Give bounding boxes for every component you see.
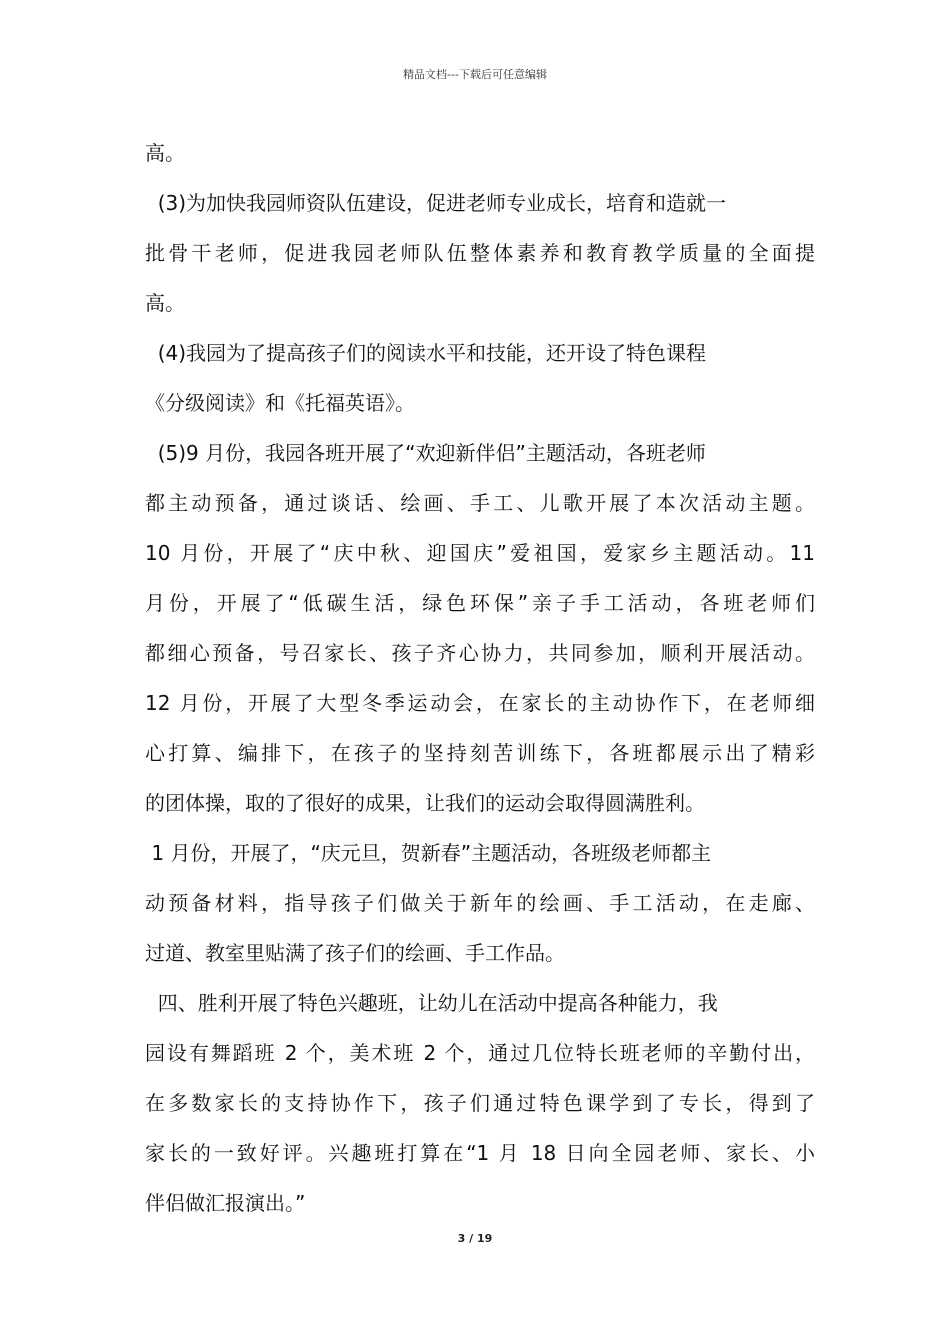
document-body — [145, 128, 815, 1228]
text-line: 月份，开展了“低碳生活，绿色环保”亲子手工活动，各班老师们 — [145, 591, 815, 615]
text-line: 四、胜利开展了特色兴趣班，让幼儿在活动中提高各种能力，我 — [145, 991, 718, 1015]
text-line: (5)9 月份，我园各班开展了“欢迎新伴侣”主题活动，各班老师 — [145, 441, 706, 465]
text-line: 高。 — [145, 141, 185, 165]
text-line: 园设有舞蹈班 2 个，美术班 2 个，通过几位特长班老师的辛勤付出， — [145, 1041, 815, 1065]
text-line: 《分级阅读》和《托福英语》。 — [145, 391, 415, 415]
text-line: 家长的一致好评。兴趣班打算在“1 月 18 日向全园老师、家长、小 — [145, 1141, 815, 1165]
text-line: 动预备材料，指导孩子们做关于新年的绘画、手工活动，在走廊、 — [145, 891, 815, 915]
text-line: (3)为加快我园师资队伍建设，促进老师专业成长，培育和造就一 — [145, 191, 727, 215]
text-line: 批骨干老师，促进我园老师队伍整体素养和教育教学质量的全面提 — [145, 241, 815, 265]
text-line: 12 月份，开展了大型冬季运动会，在家长的主动协作下，在老师细 — [145, 691, 815, 715]
text-line: 伴侣做汇报演出。” — [145, 1191, 306, 1215]
text-line: (4)我园为了提高孩子们的阅读水平和技能，还开设了特色课程 — [145, 341, 707, 365]
text-line: 10 月份，开展了“庆中秋、迎国庆”爱祖国，爱家乡主题活动。11 — [145, 541, 815, 565]
text-line: 都细心预备，号召家长、孩子齐心协力，共同参加，顺利开展活动。 — [145, 641, 815, 665]
text-line: 过道、教室里贴满了孩子们的绘画、手工作品。 — [145, 941, 565, 965]
text-line: 在多数家长的支持协作下，孩子们通过特色课学到了专长，得到了 — [145, 1091, 815, 1115]
text-line: 都主动预备，通过谈话、绘画、手工、儿歌开展了本次活动主题。 — [145, 491, 815, 515]
text-line: 1 月份，开展了，“庆元旦，贺新春”主题活动，各班级老师都主 — [145, 841, 712, 865]
text-line: 心打算、编排下，在孩子的坚持刻苦训练下，各班都展示出了精彩 — [145, 741, 815, 765]
text-line: 高。 — [145, 291, 185, 315]
page-header: 精品文档---下载后可任意编辑 — [403, 68, 547, 81]
text-line: 的团体操，取的了很好的成果，让我们的运动会取得圆满胜利。 — [145, 791, 705, 815]
page-number: 3 / 19 — [457, 1232, 493, 1245]
